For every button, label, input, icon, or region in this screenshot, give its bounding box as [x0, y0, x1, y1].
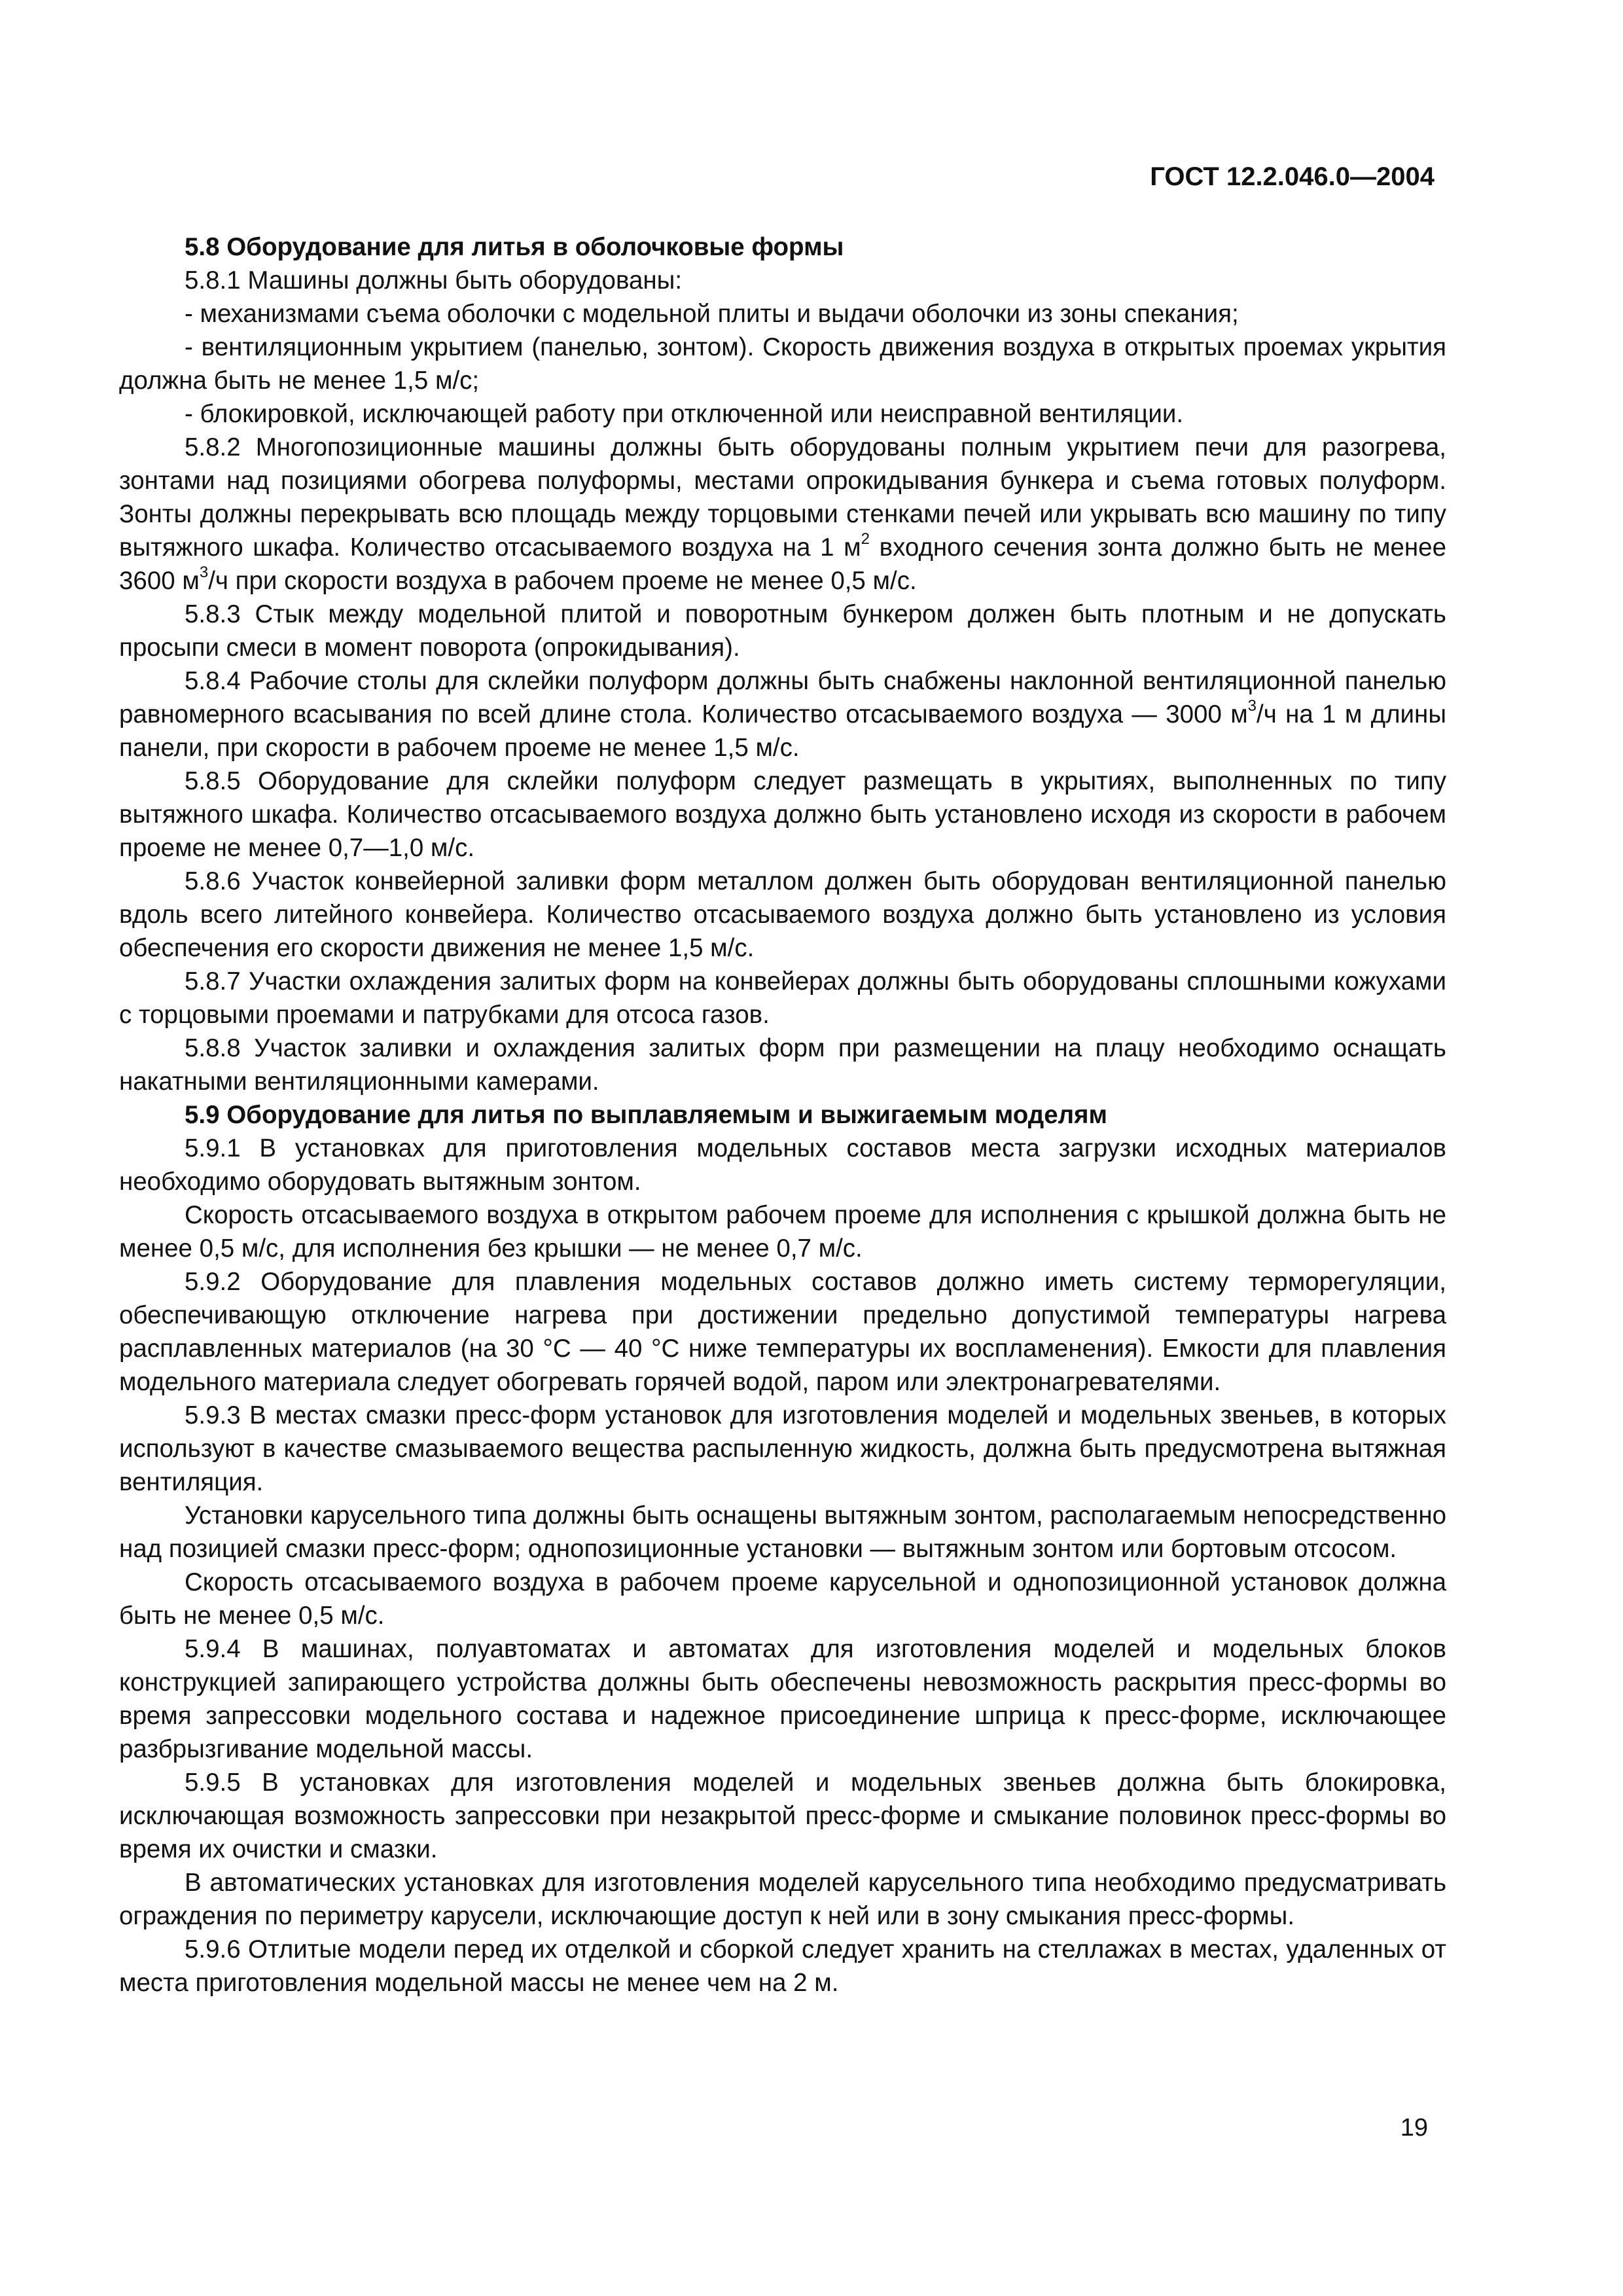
paragraph-5-9-4: 5.9.4 В машинах, полуавтоматах и автоматах для изготовления моделей и модельных блоков конструкцией запирающего устройства должны быть обеспечены невозможность раскрытия пресс-формы во время запрессовки модельного состава и надежное присоединение шприца к пресс-форме, исключающее разбрызгивание модельной массы.: [119, 1635, 1446, 1763]
superscript: 3: [1247, 697, 1257, 715]
document-body: [119, 230, 1446, 2000]
paragraph-5-8-3: 5.8.3 Стык между модельной плитой и поворотным бункером должен быть плотным и не допускать просыпи смеси в момент поворота (опрокидывания).: [119, 600, 1446, 662]
paragraph-5-8-2: 5.8.2 Многопозиционные машины должны быть оборудованы полным укрытием печи для разогрева, зонтами над позициями обогрева полуформы, местами опрокидывания бункера и съема готовых полуформ. Зонты должны перекрывать всю площадь между торцовыми стенками печей или укрывать всю машину по типу вытяжного шкафа. Количество отсасываемого воздуха на 1 $м^2$ входного сечения зонта должно быть не менее 3600 $м^3/ч$ при скорости воздуха в рабочем проеме не менее 0,5 м/с.: [119, 433, 1446, 595]
paragraph-5-9-2: 5.9.2 Оборудование для плавления модельных составов должно иметь систему терморегуляции, обеспечивающую отключение нагрева при достижении предельно допустимой температуры нагрева расплавленных материалов (на 30 °С — 40 °С ниже температуры их воспламенения). Емкости для плавления модельного материала следует обогревать горячей водой, паром или электронагревателями.: [119, 1268, 1446, 1396]
paragraph-5-9-5: 5.9.5 В установках для изготовления моделей и модельных звеньев должна быть блокировка, исключающая возможность запрессовки при незакрытой пресс-форме и смыкание половинок пресс-формы во время их очистки и смазки.: [119, 1768, 1446, 1863]
paragraph: Скорость отсасываемого воздуха в открытом рабочем проеме для исполнения с крышкой должна быть не менее 0,5 м/с, для исполнения без крышки — не менее 0,7 м/с.: [119, 1201, 1446, 1263]
list-item: - блокировкой, исключающей работу при отключенной или неисправной вентиляции.: [185, 400, 1184, 428]
paragraph-5-9-6: 5.9.6 Отлитые модели перед их отделкой и сборкой следует хранить на стеллажах в местах, удаленных от места приготовления модельной массы не менее чем на 2 м.: [119, 1935, 1446, 1997]
paragraph-5-8-1: 5.8.1 Машины должны быть оборудованы:: [185, 266, 683, 295]
standard-designation: ГОСТ 12.2.046.0—2004: [1150, 162, 1435, 191]
paragraph-5-8-5: 5.8.5 Оборудование для склейки полуформ следует размещать в укрытиях, выполненных по типу вытяжного шкафа. Количество отсасываемого воздуха должно быть установлено исходя из скорости в рабочем проеме не менее 0,7—1,0 м/с.: [119, 767, 1446, 862]
paragraph: Установки карусельного типа должны быть оснащены вытяжным зонтом, располагаемым непосредственно над позицией смазки пресс-форм; однопозиционные установки — вытяжным зонтом или бортовым отсосом.: [119, 1501, 1446, 1563]
list-item: - вентиляционным укрытием (панелью, зонтом). Скорость движения воздуха в открытых проемах укрытия должна быть не менее 1,5 м/с;: [119, 333, 1446, 395]
section-heading-5-8: 5.8 Оборудование для литья в оболочковые формы: [185, 233, 844, 261]
paragraph-5-9-3: 5.9.3 В местах смазки пресс-форм установок для изготовления моделей и модельных звеньев, в которых используют в качестве смазываемого вещества распыленную жидкость, должна быть предусмотрена вытяжная вентиляция.: [119, 1401, 1446, 1496]
paragraph-5-8-6: 5.8.6 Участок конвейерной заливки форм металлом должен быть оборудован вентиляционной панелью вдоль всего литейного конвейера. Количество отсасываемого воздуха должно быть установлено из условия обеспечения его скорости движения не менее 1,5 м/с.: [119, 867, 1446, 962]
paragraph-5-8-7: 5.8.7 Участки охлаждения залитых форм на конвейерах должны быть оборудованы сплошными кожухами с торцовыми проемами и патрубками для отсоса газов.: [119, 967, 1446, 1029]
paragraph-5-8-8: 5.8.8 Участок заливки и охлаждения залитых форм при размещении на плацу необходимо оснащать накатными вентиляционными камерами.: [119, 1034, 1446, 1096]
paragraph: В автоматических установках для изготовления моделей карусельного типа необходимо предусматривать ограждения по периметру карусели, исключающие доступ к ней или в зону смыкания пресс-формы.: [119, 1869, 1446, 1930]
paragraph-5-9-1: 5.9.1 В установках для приготовления модельных составов места загрузки исходных материалов необходимо оборудовать вытяжным зонтом.: [119, 1134, 1446, 1196]
page-number: 19: [1400, 2114, 1428, 2142]
superscript: 3: [199, 564, 209, 582]
section-heading-5-9: 5.9 Оборудование для литья по выплавляемым и выжигаемым моделям: [185, 1101, 1108, 1129]
superscript: 2: [861, 530, 870, 548]
list-item: - механизмами съема оболочки с модельной плиты и выдачи оболочки из зоны спекания;: [185, 300, 1239, 328]
paragraph: Скорость отсасываемого воздуха в рабочем проеме карусельной и однопозиционной установок должна быть не менее 0,5 м/с.: [119, 1568, 1446, 1630]
paragraph-5-8-4: 5.8.4 Рабочие столы для склейки полуформ должны быть снабжены наклонной вентиляционной панелью равномерного всасывания по всей длине стола. Количество отсасываемого воздуха — 3000 $м^3/ч$ на 1 м длины панели, при скорости в рабочем проеме не менее 1,5 м/с.: [119, 667, 1446, 762]
